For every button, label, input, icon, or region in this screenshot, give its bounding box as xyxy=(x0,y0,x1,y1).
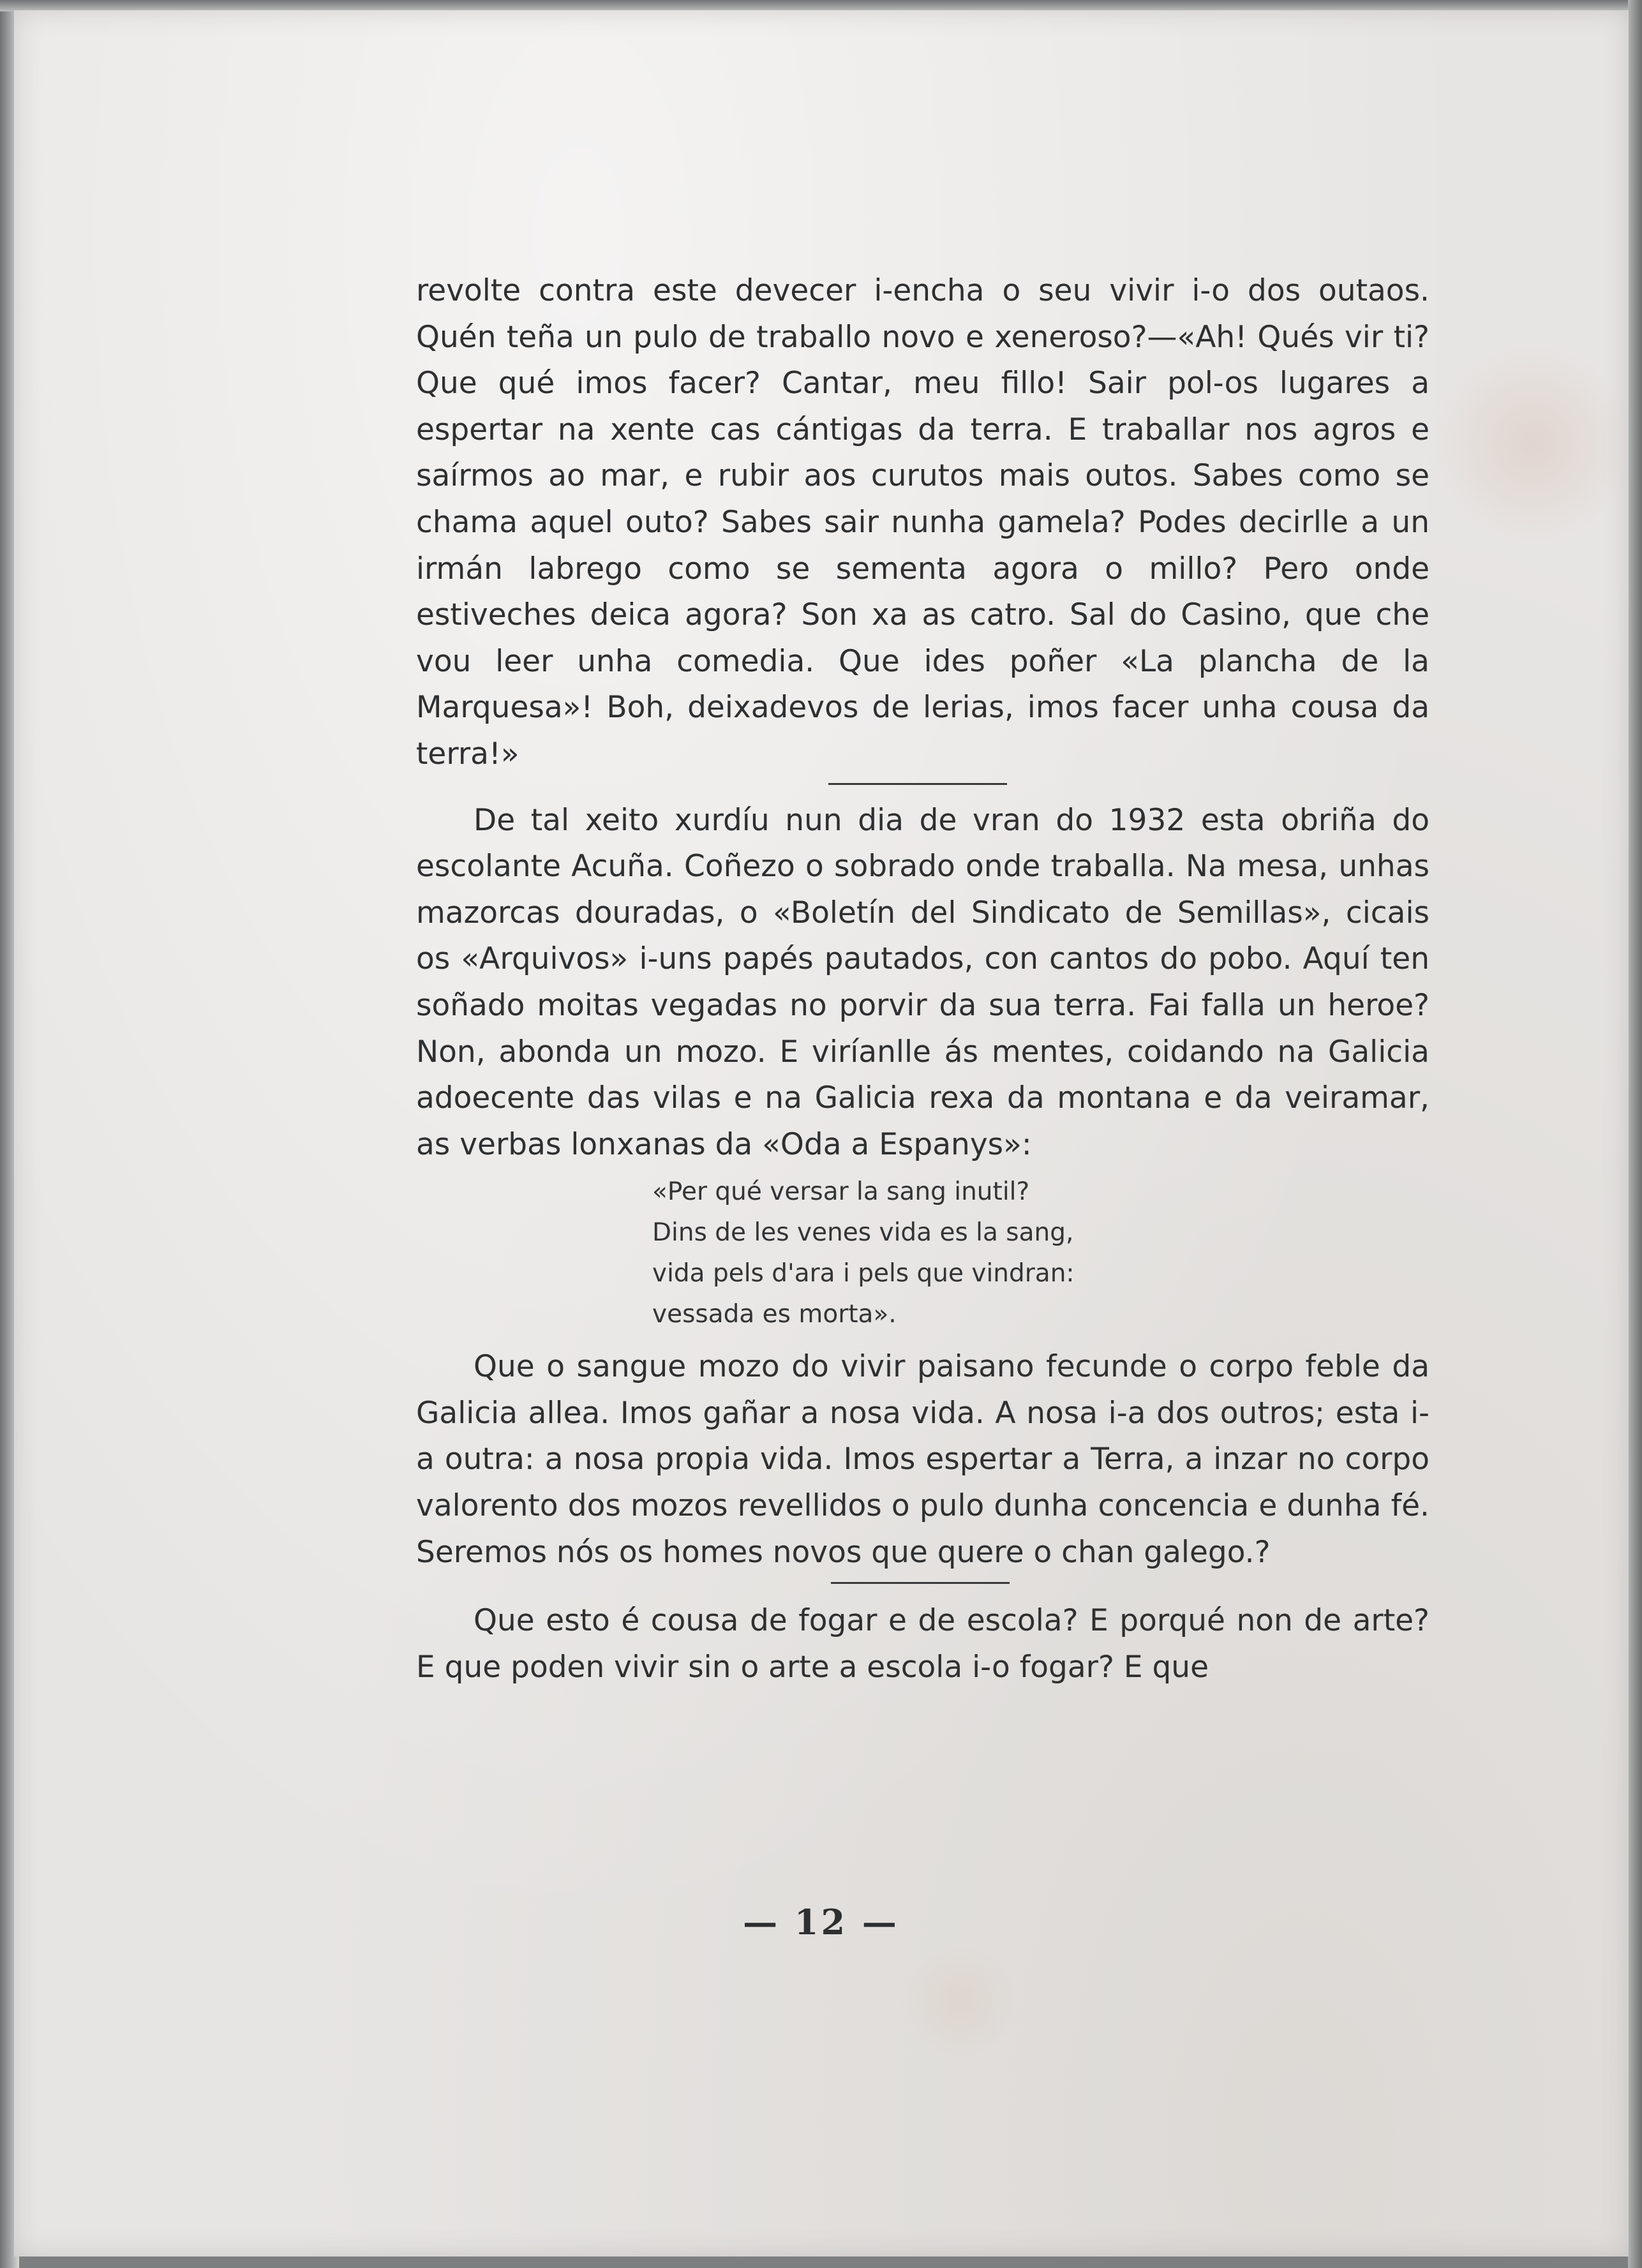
verse-line: vessada es morta». xyxy=(652,1300,897,1329)
paragraph-intro: revolte contra este devecer i-encha o seu vivir i-o dos outaos. Quén teña un pulo de traballo novo e xeneroso?—«Ah! Qués vir ti? Que qué imos facer? Cantar, meu fillo! Sair pol-os lugares a espertar na xente cas cántigas da terra. E traballar nos agros e saírmos ao mar, e rubir aos curutos mais outos. Sabes como se chama aquel outo? Sabes sair nunha gamela? Podes decirlle a un irmán labrego como se sementa agora o millo? Pero onde estiveches deica agora? Son xa as catro. Sal do Casino, que che vou leer unha comedia. Que ides poñer «La plancha de la Marquesa»! Boh, deixadevos de lerias, imos facer unha cousa da terra!» xyxy=(416,273,1429,772)
section-separator xyxy=(831,1582,1010,1584)
page-number: — 12 — xyxy=(743,1902,899,1943)
paragraph-fourth: Que esto é cousa de fogar e de escola? E porqué non de arte? E que poden vivir sin o arte a escola i-o fogar? E que xyxy=(416,1603,1429,1685)
verse-line: Dins de les venes vida es la sang, xyxy=(652,1218,1074,1248)
verse-quote xyxy=(652,1172,1429,1335)
paragraph-second: De tal xeito xurdíu nun dia de vran do 1932 esta obriña do escolante Acuña. Coñezo o sobrado onde traballa. Na mesa, unhas mazorcas douradas, o «Boletín del Sindicato de Semillas», cicais os «Arquivos» i-uns papés pautados, con cantos do pobo. Aquí ten soñado moitas vegadas no porvir da sua terra. Fai falla un heroe? Non, abonda un mozo. E viríanlle ás mentes, coidando na Galicia adoecente das vilas e na Galicia rexa da montana e da veiramar, as verbas lonxanas da «Oda a Espanys»: xyxy=(416,802,1429,1162)
paragraph-third: Que o sangue mozo do vivir paisano fecunde o corpo feble da Galicia allea. Imos gañar a nosa vida. A nosa i-a dos outros; esta i-a outra: a nosa propia vida. Imos espertar a Terra, a inzar no corpo valorento dos mozos revellidos o pulo dunha concencia e dunha fé. Seremos nós os homes novos que quere o chan galego.? xyxy=(416,1349,1429,1570)
section-separator xyxy=(828,783,1007,785)
body-text xyxy=(416,268,1429,1690)
verse-line: «Per qué versar la sang inutil? xyxy=(652,1177,1030,1207)
verse-line: vida pels d'ara i pels que vindran: xyxy=(652,1259,1075,1288)
